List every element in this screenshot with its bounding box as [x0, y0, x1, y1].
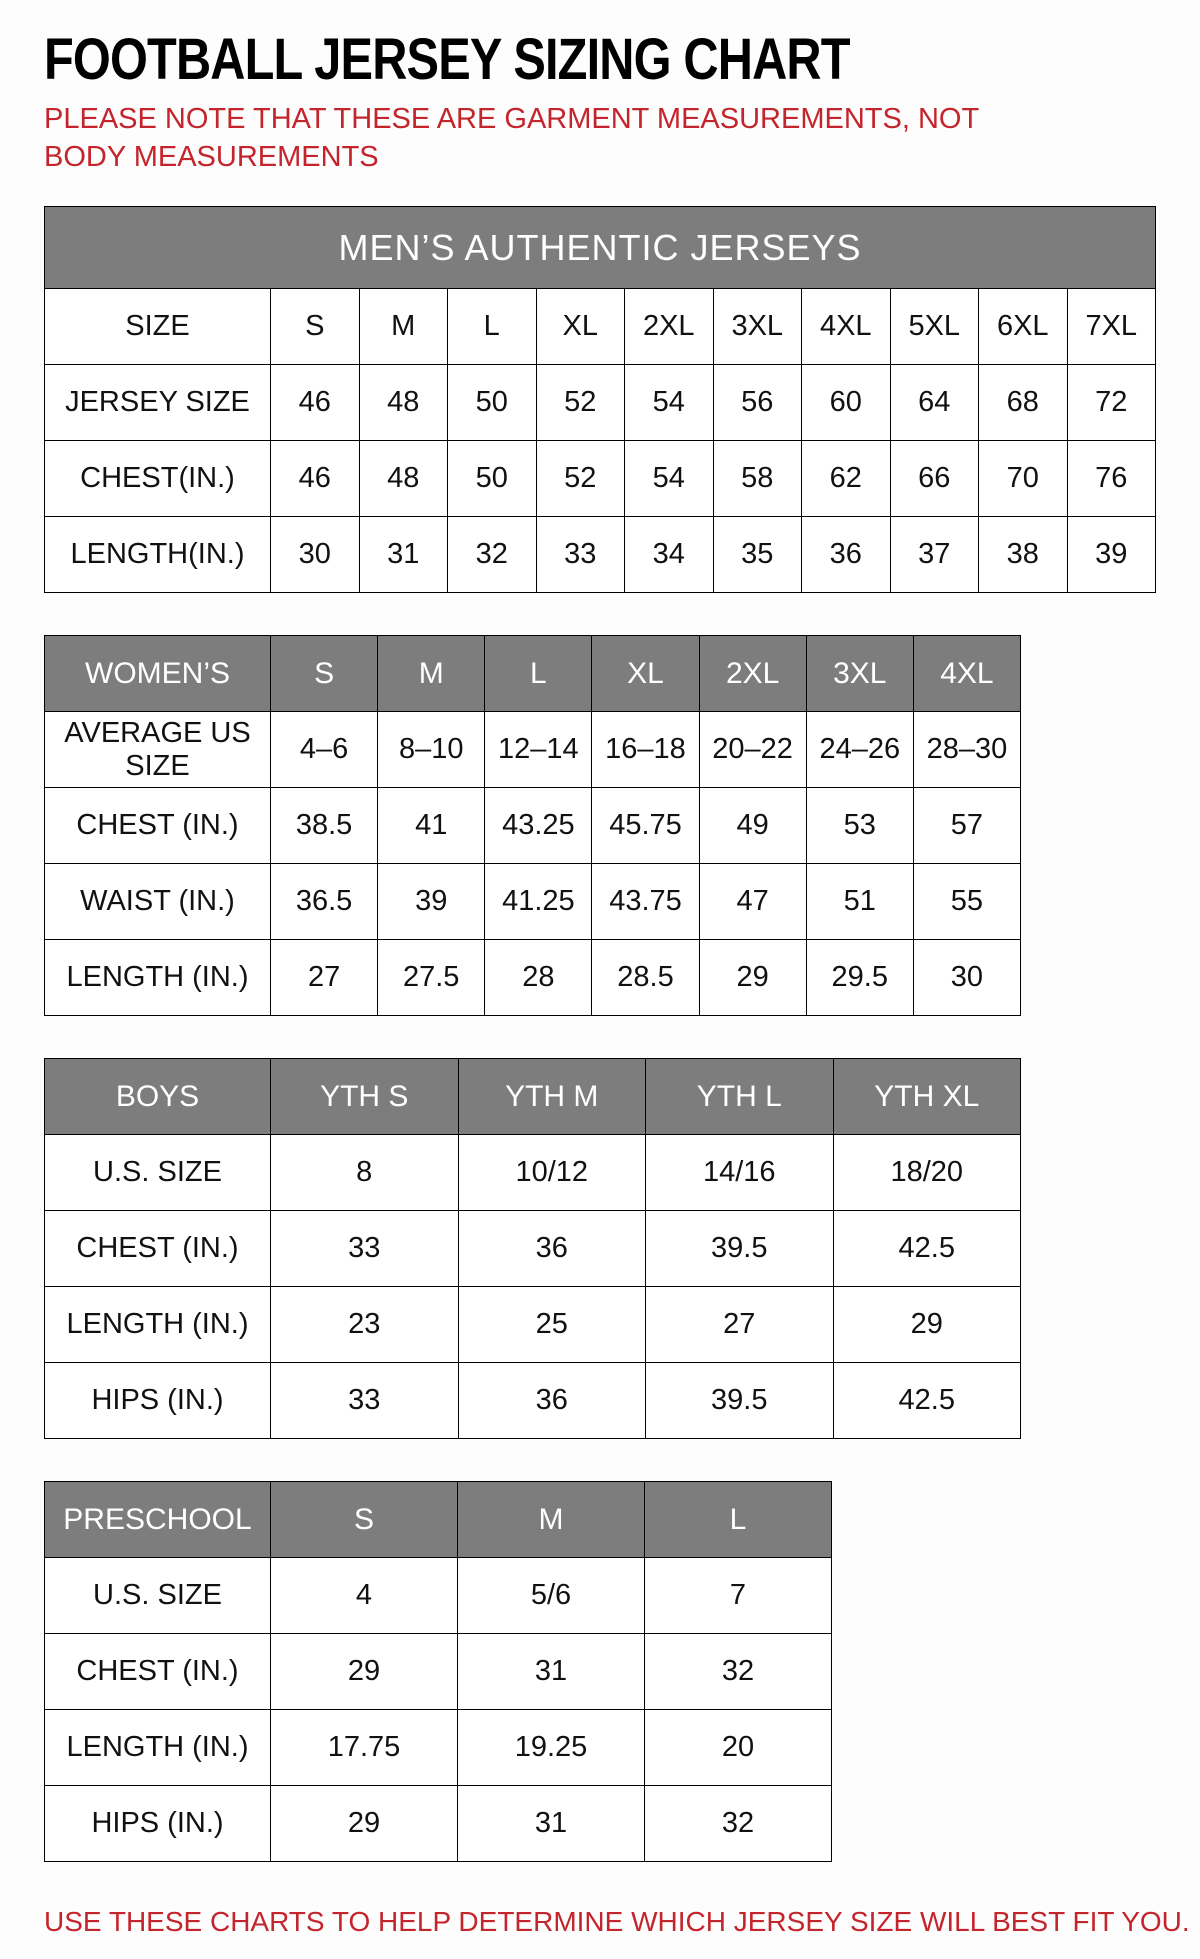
row-label-cell: HIPS (IN.) — [45, 1363, 271, 1439]
size-header-cell: L — [645, 1482, 832, 1558]
size-header-cell: 2XL — [699, 636, 806, 712]
womens-row — [45, 864, 1021, 940]
womens-row — [45, 712, 1021, 788]
value-cell: 48 — [359, 441, 448, 517]
value-cell: 16–18 — [592, 712, 699, 788]
value-cell: 30 — [271, 517, 360, 593]
value-cell: 36.5 — [271, 864, 378, 940]
value-cell: 4–6 — [271, 712, 378, 788]
value-cell: 20 — [645, 1710, 832, 1786]
size-header-cell: M — [378, 636, 485, 712]
value-cell: 29 — [271, 1786, 458, 1862]
mens-row — [45, 441, 1156, 517]
size-header-cell: 3XL — [806, 636, 913, 712]
value-cell: 62 — [802, 441, 891, 517]
mens-row — [45, 365, 1156, 441]
preschool-sizing-table — [44, 1481, 832, 1862]
size-header-cell: YTH S — [271, 1059, 459, 1135]
value-cell: 38 — [979, 517, 1068, 593]
size-header-cell: S — [271, 1482, 458, 1558]
value-cell: 32 — [645, 1786, 832, 1862]
value-cell: 6XL — [979, 289, 1068, 365]
value-cell: 33 — [536, 517, 625, 593]
value-cell: 70 — [979, 441, 1068, 517]
value-cell: 53 — [806, 788, 913, 864]
value-cell: XL — [536, 289, 625, 365]
value-cell: 58 — [713, 441, 802, 517]
value-cell: 34 — [625, 517, 714, 593]
row-label-cell: CHEST(IN.) — [45, 441, 271, 517]
row-label-cell: CHEST (IN.) — [45, 788, 271, 864]
boys-row — [45, 1363, 1021, 1439]
value-cell: 54 — [625, 441, 714, 517]
value-cell: 29.5 — [806, 940, 913, 1016]
preschool-row — [45, 1710, 832, 1786]
value-cell: 30 — [913, 940, 1020, 1016]
value-cell: 27 — [271, 940, 378, 1016]
mens-authentic-jerseys-table — [44, 206, 1156, 593]
value-cell: 42.5 — [833, 1363, 1021, 1439]
value-cell: L — [448, 289, 537, 365]
size-header-cell: 4XL — [913, 636, 1020, 712]
womens-header-row — [45, 636, 1021, 712]
value-cell: 14/16 — [646, 1135, 834, 1211]
row-label-cell: U.S. SIZE — [45, 1558, 271, 1634]
value-cell: 31 — [359, 517, 448, 593]
size-header-cell: YTH M — [458, 1059, 646, 1135]
boys-header-row — [45, 1059, 1021, 1135]
value-cell: 18/20 — [833, 1135, 1021, 1211]
row-label-cell: AVERAGE US SIZE — [45, 712, 271, 788]
size-header-cell: YTH L — [646, 1059, 834, 1135]
boys-row — [45, 1135, 1021, 1211]
value-cell: 36 — [802, 517, 891, 593]
value-cell: 64 — [890, 365, 979, 441]
value-cell: 60 — [802, 365, 891, 441]
value-cell: 46 — [271, 365, 360, 441]
value-cell: 4 — [271, 1558, 458, 1634]
value-cell: 45.75 — [592, 788, 699, 864]
value-cell: 29 — [699, 940, 806, 1016]
womens-sizing-table — [44, 635, 1021, 1016]
value-cell: 28.5 — [592, 940, 699, 1016]
value-cell: 23 — [271, 1287, 459, 1363]
size-header-cell: S — [271, 636, 378, 712]
preschool-header-row — [45, 1482, 832, 1558]
value-cell: 33 — [271, 1211, 459, 1287]
mens-caption-row — [45, 207, 1156, 289]
size-header-cell: XL — [592, 636, 699, 712]
value-cell: 7 — [645, 1558, 832, 1634]
value-cell: 72 — [1067, 365, 1156, 441]
womens-row — [45, 940, 1021, 1016]
mens-caption: MEN’S AUTHENTIC JERSEYS — [45, 207, 1156, 289]
value-cell: 25 — [458, 1287, 646, 1363]
value-cell: 68 — [979, 365, 1068, 441]
value-cell: 37 — [890, 517, 979, 593]
preschool-row — [45, 1786, 832, 1862]
page-title-text: FOOTBALL JERSEY SIZING CHART — [44, 27, 850, 92]
garment-measurements-note: PLEASE NOTE THAT THESE ARE GARMENT MEASUREMENTS, NOT BODY MEASUREMENTS — [44, 102, 979, 173]
value-cell: 48 — [359, 365, 448, 441]
value-cell: 5/6 — [458, 1558, 645, 1634]
value-cell: 27.5 — [378, 940, 485, 1016]
value-cell: 50 — [448, 441, 537, 517]
best-fit-note: USE THESE CHARTS TO HELP DETERMINE WHICH JERSEY SIZE WILL BEST FIT YOU. — [44, 1906, 1190, 1938]
value-cell: 76 — [1067, 441, 1156, 517]
value-cell: 2XL — [625, 289, 714, 365]
value-cell: S — [271, 289, 360, 365]
value-cell: 19.25 — [458, 1710, 645, 1786]
value-cell: 49 — [699, 788, 806, 864]
value-cell: 33 — [271, 1363, 459, 1439]
size-header-cell: YTH XL — [833, 1059, 1021, 1135]
boys-row — [45, 1287, 1021, 1363]
value-cell: 55 — [913, 864, 1020, 940]
row-label-cell: JERSEY SIZE — [45, 365, 271, 441]
value-cell: 10/12 — [458, 1135, 646, 1211]
mens-row — [45, 289, 1156, 365]
row-label-cell: LENGTH (IN.) — [45, 1710, 271, 1786]
size-header-cell: M — [458, 1482, 645, 1558]
boys-header-label: BOYS — [45, 1059, 271, 1135]
value-cell: 39 — [1067, 517, 1156, 593]
row-label-cell: WAIST (IN.) — [45, 864, 271, 940]
value-cell: 66 — [890, 441, 979, 517]
value-cell: 54 — [625, 365, 714, 441]
value-cell: 20–22 — [699, 712, 806, 788]
value-cell: 35 — [713, 517, 802, 593]
value-cell: 39.5 — [646, 1363, 834, 1439]
preschool-header-label: PRESCHOOL — [45, 1482, 271, 1558]
value-cell: 4XL — [802, 289, 891, 365]
value-cell: 39 — [378, 864, 485, 940]
value-cell: 8 — [271, 1135, 459, 1211]
row-label-cell: CHEST (IN.) — [45, 1634, 271, 1710]
value-cell: 5XL — [890, 289, 979, 365]
preschool-row — [45, 1634, 832, 1710]
value-cell: 52 — [536, 365, 625, 441]
value-cell: 47 — [699, 864, 806, 940]
row-label-cell: U.S. SIZE — [45, 1135, 271, 1211]
value-cell: 7XL — [1067, 289, 1156, 365]
value-cell: 29 — [271, 1634, 458, 1710]
row-label-cell: LENGTH(IN.) — [45, 517, 271, 593]
value-cell: 43.25 — [485, 788, 592, 864]
womens-row — [45, 788, 1021, 864]
value-cell: M — [359, 289, 448, 365]
value-cell: 3XL — [713, 289, 802, 365]
value-cell: 52 — [536, 441, 625, 517]
value-cell: 39.5 — [646, 1211, 834, 1287]
value-cell: 12–14 — [485, 712, 592, 788]
page-title — [44, 27, 1156, 92]
row-label-cell: LENGTH (IN.) — [45, 1287, 271, 1363]
value-cell: 24–26 — [806, 712, 913, 788]
value-cell: 32 — [448, 517, 537, 593]
boys-row — [45, 1211, 1021, 1287]
value-cell: 31 — [458, 1786, 645, 1862]
value-cell: 43.75 — [592, 864, 699, 940]
mens-row — [45, 517, 1156, 593]
value-cell: 46 — [271, 441, 360, 517]
value-cell: 8–10 — [378, 712, 485, 788]
value-cell: 17.75 — [271, 1710, 458, 1786]
value-cell: 38.5 — [271, 788, 378, 864]
boys-sizing-table — [44, 1058, 1021, 1439]
value-cell: 27 — [646, 1287, 834, 1363]
value-cell: 32 — [645, 1634, 832, 1710]
value-cell: 51 — [806, 864, 913, 940]
value-cell: 56 — [713, 365, 802, 441]
value-cell: 36 — [458, 1363, 646, 1439]
row-label-cell: LENGTH (IN.) — [45, 940, 271, 1016]
row-label-cell: CHEST (IN.) — [45, 1211, 271, 1287]
row-label-cell: SIZE — [45, 289, 271, 365]
value-cell: 28–30 — [913, 712, 1020, 788]
size-header-cell: L — [485, 636, 592, 712]
row-label-cell: HIPS (IN.) — [45, 1786, 271, 1862]
preschool-row — [45, 1558, 832, 1634]
value-cell: 57 — [913, 788, 1020, 864]
value-cell: 42.5 — [833, 1211, 1021, 1287]
value-cell: 29 — [833, 1287, 1021, 1363]
value-cell: 28 — [485, 940, 592, 1016]
value-cell: 41.25 — [485, 864, 592, 940]
value-cell: 41 — [378, 788, 485, 864]
value-cell: 31 — [458, 1634, 645, 1710]
value-cell: 50 — [448, 365, 537, 441]
womens-header-label: WOMEN’S — [45, 636, 271, 712]
value-cell: 36 — [458, 1211, 646, 1287]
